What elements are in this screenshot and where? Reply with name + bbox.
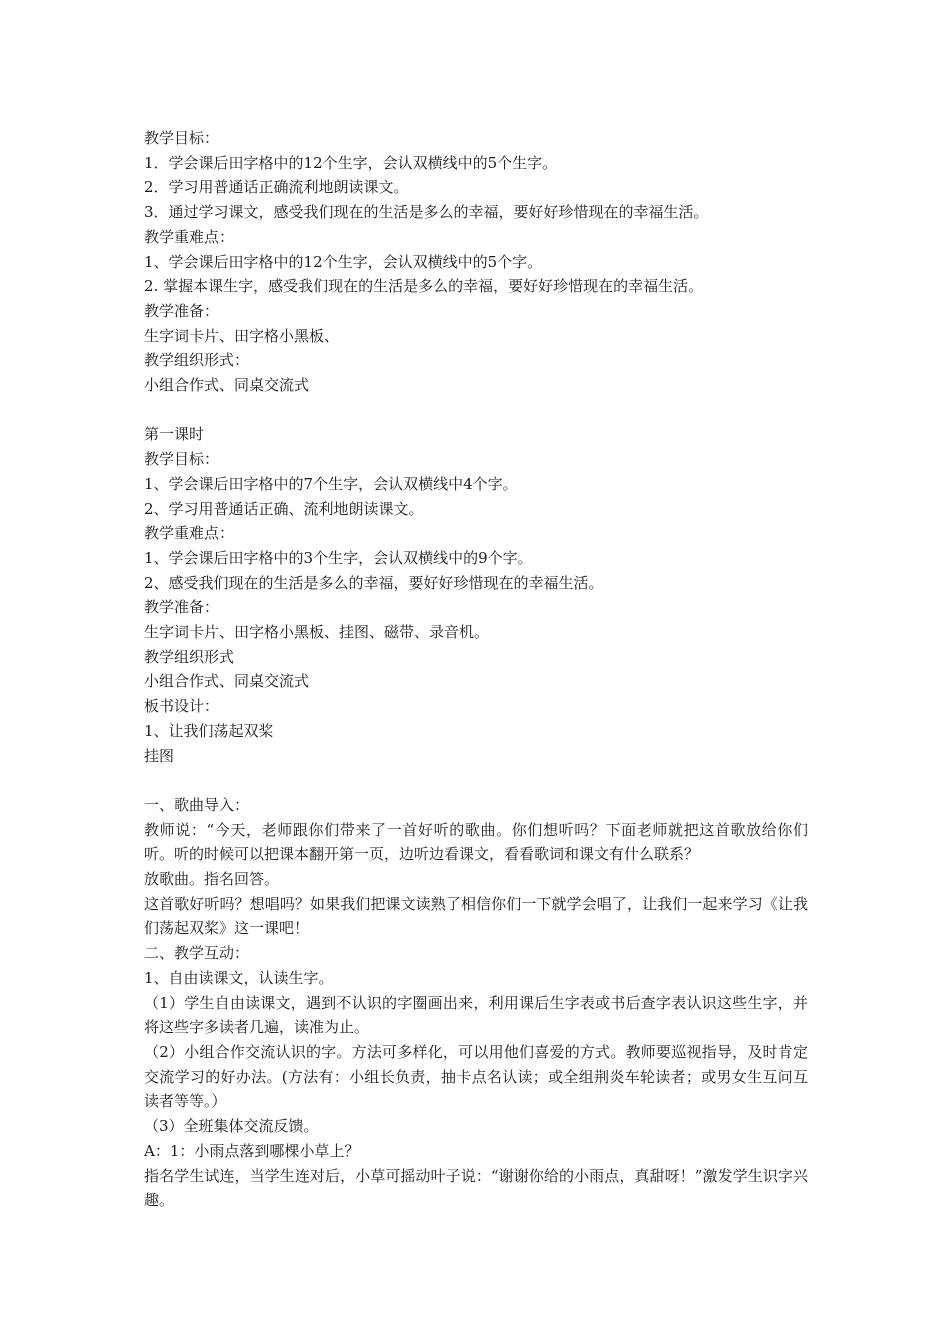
part2-heading: 二、教学互动：: [144, 944, 250, 963]
lesson1-title: 第一课时: [144, 425, 205, 444]
intro-goal-2: 2．学习用普通话正确流利地朗读课文。: [144, 178, 409, 197]
intro-goal-3: 3．通过学习课文，感受我们现在的生活是多么的幸福，要好好珍惜现在的幸福生活。: [144, 203, 709, 222]
intro-key-heading: 教学重难点：: [144, 227, 235, 246]
lesson1-goal-1: 1、学会课后田字格中的7个生字，会认双横线中4个字。: [144, 474, 518, 493]
intro-goals-heading: 教学目标：: [144, 129, 220, 147]
step-1: 1、自由读课文，认读生字。: [144, 968, 334, 987]
lesson1-org: 小组合作式、同桌交流式: [144, 672, 310, 691]
lesson1-board-item-1: 1、让我们荡起双桨: [144, 721, 274, 740]
activity-a-description: 指名学生试连，当学生连对后，小草可摇动叶子说：“谢谢你给的小雨点，真甜呀！”激发学生识字兴趣。: [144, 1166, 808, 1210]
part1-paragraph-2: 放歌曲。指名回答。: [144, 870, 280, 889]
document-page: [144, 126, 808, 1213]
intro-org: 小组合作式、同桌交流式: [144, 376, 310, 395]
intro-prep: 生字词卡片、田字格小黑板、: [144, 326, 340, 345]
lesson1-prep-heading: 教学准备：: [144, 598, 220, 617]
activity-a: A：1：小雨点落到哪棵小草上？: [144, 1141, 360, 1160]
step-1-3: （3）全班集体交流反馈。: [144, 1117, 319, 1136]
intro-prep-heading: 教学准备：: [144, 301, 220, 320]
lesson1-goals-heading: 教学目标：: [144, 450, 220, 469]
intro-key-point-1: 1、学会课后田字格中的12个生字，会认双横线中的5个字。: [144, 252, 543, 271]
lesson1-org-heading: 教学组织形式: [144, 647, 235, 666]
intro-goal-1: 1．学会课后田字格中的12个生字，会认双横线中的5个生字。: [144, 153, 558, 172]
lesson1-key-point-1: 1、学会课后田字格中的3个生字，会认双横线中的9个字。: [144, 548, 533, 567]
intro-key-point-2: 2. 掌握本课生字，感受我们现在的生活是多么的幸福，要好好珍惜现在的幸福生活。: [144, 277, 704, 296]
lesson1-board-item-2: 挂图: [144, 746, 175, 765]
intro-org-heading: 教学组织形式：: [144, 351, 250, 370]
lesson1-key-point-2: 2、感受我们现在的生活是多么的幸福，要好好珍惜现在的幸福生活。: [144, 573, 604, 592]
lesson1-board-heading: 板书设计：: [144, 697, 220, 716]
part1-paragraph-3: 这首歌好听吗？想唱吗？如果我们把课文读熟了相信你们一下就学会唱了，让我们一起来学习《让我们荡起双桨》这一课吧！: [144, 894, 808, 938]
part1-heading: 一、歌曲导入：: [144, 795, 250, 814]
blank-line: [144, 398, 808, 423]
part1-paragraph-1: 教师说：“今天，老师跟你们带来了一首好听的歌曲。你们想听吗？下面老师就把这首歌放给你们听。听的时候可以把课本翻开第一页，边听边看课文，看看歌词和课文有什么联系？: [144, 820, 808, 864]
step-1-1: （1）学生自由读课文，遇到不认识的字圈画出来，利用课后生字表或书后查字表认识这些生字，并将这些字多读者几遍，读准为止。: [144, 993, 808, 1037]
lesson1-prep: 生字词卡片、田字格小黑板、挂图、磁带、录音机。: [144, 623, 490, 642]
blank-line: [144, 768, 808, 793]
lesson1-key-heading: 教学重难点：: [144, 524, 235, 543]
lesson1-goal-2: 2、学习用普通话正确、流利地朗读课文。: [144, 499, 424, 518]
step-1-2: （2）小组合作交流认识的字。方法可多样化，可以用他们喜爱的方式。教师要巡视指导，及时肯定交流学习的好办法。(方法有：小组长负责，抽卡点名认读；或全组荆炎车轮读者；或男女生互问互读者等等。）: [144, 1042, 808, 1111]
